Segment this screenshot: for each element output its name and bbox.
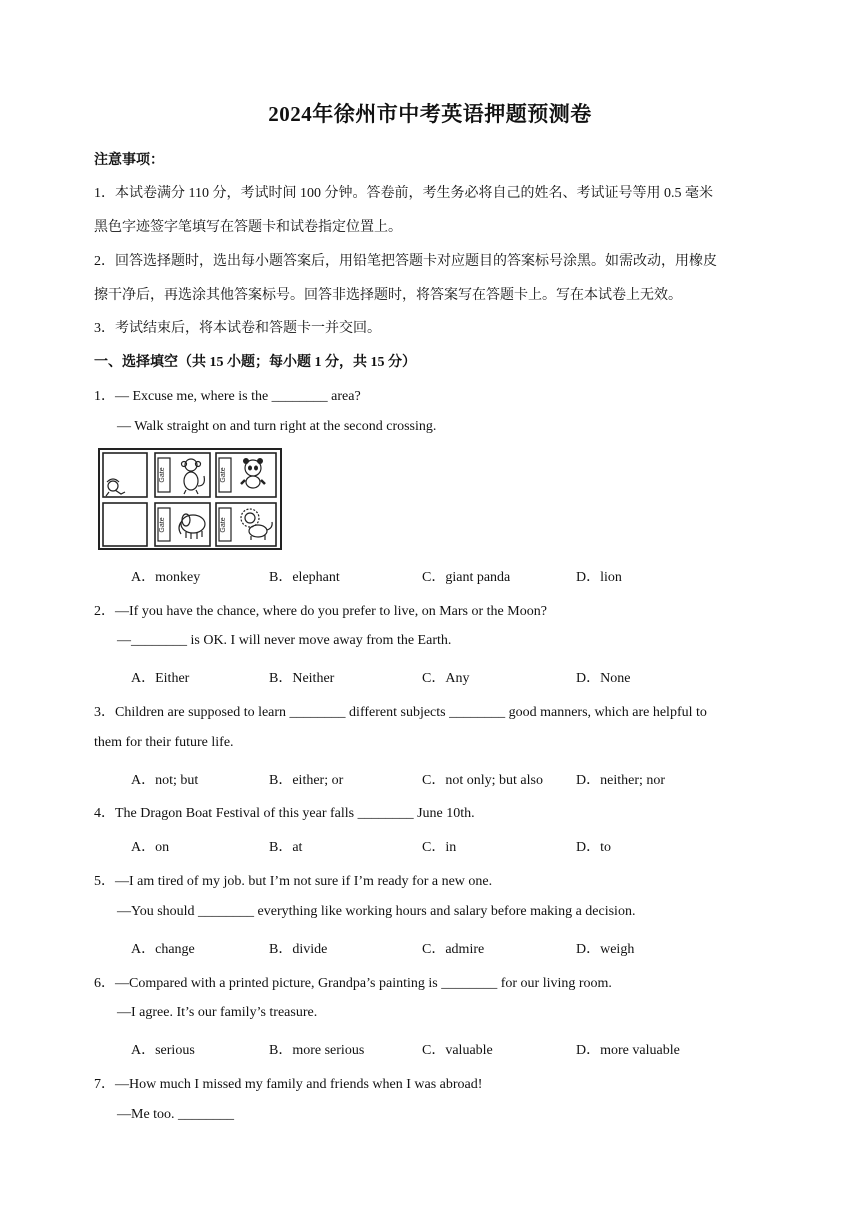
option-b[interactable]: B．at xyxy=(269,840,303,855)
question-7-reply: —Me too. ________ xyxy=(117,1107,235,1122)
notice-line: 3．考试结束后，将本试卷和答题卡一并交回。 xyxy=(94,321,381,336)
notice-line: 1．本试卷满分 110 分，考试时间 100 分钟。答卷前，考生务必将自己的姓名、考试证号等用 0.5 毫米 xyxy=(94,186,713,201)
question-6-options xyxy=(131,1039,751,1059)
option-a[interactable]: A．change xyxy=(131,942,195,957)
question-1-reply: — Walk straight on and turn right at the second crossing. xyxy=(117,419,437,434)
option-b[interactable]: B．more serious xyxy=(269,1043,365,1058)
option-b[interactable]: B．divide xyxy=(269,942,328,957)
option-d[interactable]: D．weigh xyxy=(576,942,635,957)
question-4-stem: 4．The Dragon Boat Festival of this year falls ________ June 10th. xyxy=(94,806,475,821)
question-2-options xyxy=(131,667,751,687)
notice-heading: 注意事项： xyxy=(94,153,164,168)
option-c[interactable]: C．admire xyxy=(422,942,485,957)
notice-line: 擦干净后，再选涂其他答案标号。回答非选择题时，将答案写在答题卡上。写在本试卷上无效。 xyxy=(94,288,682,303)
question-1-stem: 1．— Excuse me, where is the ________ area? xyxy=(94,389,361,404)
question-3-stem: 3．Children are supposed to learn ________ different subjects ________ good manners, which are helpful to xyxy=(94,705,707,720)
gate-label: Gate xyxy=(159,517,166,533)
option-d[interactable]: D．neither; nor xyxy=(576,773,666,788)
notice-line: 2．回答选择题时，选出每小题答案后，用铅笔把答题卡对应题目的答案标号涂黑。如需改动，用橡皮 xyxy=(94,254,717,269)
question-4-options xyxy=(131,836,751,856)
page-title: 2024年徐州市中考英语押题预测卷 xyxy=(268,102,592,126)
question-6-stem: 6．—Compared with a printed picture, Grandpa’s painting is ________ for our living room. xyxy=(94,976,612,991)
option-c[interactable]: C．Any xyxy=(422,671,470,686)
option-b[interactable]: B．Neither xyxy=(269,671,335,686)
option-c[interactable]: C．giant panda xyxy=(422,570,511,585)
section-heading: 一、选择填空（共 15 小题；每小题 1 分，共 15 分） xyxy=(94,355,416,370)
gate-label: Gate xyxy=(159,467,166,483)
option-b[interactable]: B．elephant xyxy=(269,570,340,585)
option-d[interactable]: D．more valuable xyxy=(576,1043,680,1058)
option-d[interactable]: D．lion xyxy=(576,570,622,585)
gate-label: Gate xyxy=(220,517,227,533)
option-c[interactable]: C．valuable xyxy=(422,1043,493,1058)
question-3-options xyxy=(131,769,751,789)
question-7-stem: 7．—How much I missed my family and friends when I was abroad! xyxy=(94,1077,483,1092)
option-a[interactable]: A．serious xyxy=(131,1043,195,1058)
gate-label: Gate xyxy=(220,467,227,483)
option-b[interactable]: B．either; or xyxy=(269,773,344,788)
question-5-reply: —You should ________ everything like working hours and salary before making a decision. xyxy=(117,904,636,919)
question-5-options xyxy=(131,938,751,958)
option-a[interactable]: A．Either xyxy=(131,671,190,686)
notice-line: 黑色字迹签字笔填写在答题卡和试卷指定位置上。 xyxy=(94,220,402,235)
question-6-reply: —I agree. It’s our family’s treasure. xyxy=(117,1005,318,1020)
option-a[interactable]: A．not; but xyxy=(131,773,199,788)
zoo-map-image xyxy=(98,448,282,550)
question-2-reply: —________ is OK. I will never move away from the Earth. xyxy=(117,633,452,648)
option-d[interactable]: D．to xyxy=(576,840,611,855)
question-5-stem: 5．—I am tired of my job. but I’m not sure if I’m ready for a new one. xyxy=(94,874,493,889)
question-3-stem-continued: them for their future life. xyxy=(94,735,234,750)
question-1-options xyxy=(131,566,751,586)
option-c[interactable]: C．in xyxy=(422,840,457,855)
option-a[interactable]: A．on xyxy=(131,840,170,855)
option-a[interactable]: A．monkey xyxy=(131,570,201,585)
option-c[interactable]: C．not only; but also xyxy=(422,773,543,788)
option-d[interactable]: D．None xyxy=(576,671,631,686)
question-2-stem: 2．—If you have the chance, where do you prefer to live, on Mars or the Moon? xyxy=(94,604,547,619)
